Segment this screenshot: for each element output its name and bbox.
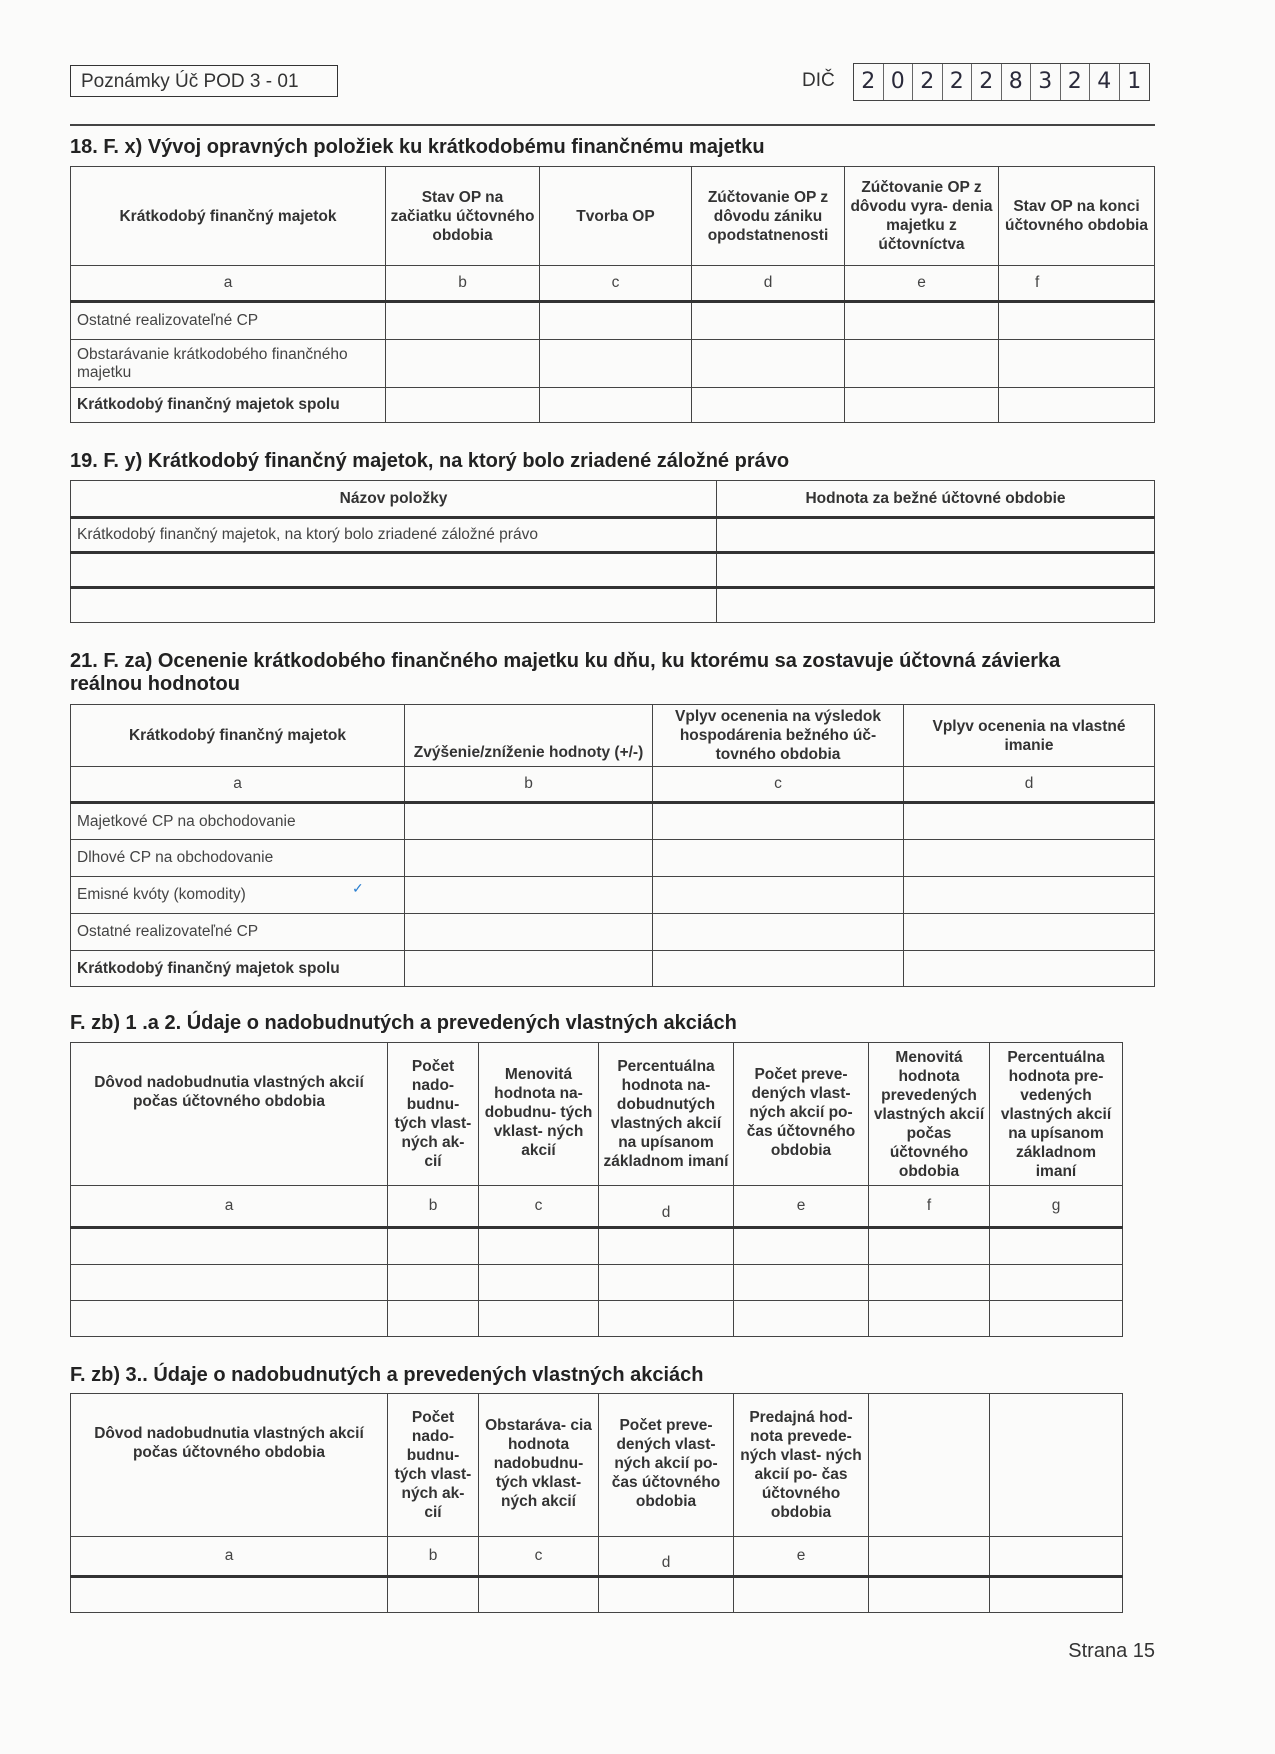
col-header: Zúčtovanie OP z dôvodu zániku opodstatnenosti: [692, 167, 845, 266]
input-cell[interactable]: [653, 840, 904, 877]
col-header: Percentuálna hodnota pre- vedených vlastných akcií na upísanom základnom imaní: [990, 1043, 1123, 1186]
input-cell[interactable]: [734, 1577, 869, 1613]
input-cell[interactable]: [71, 1228, 388, 1265]
col-header: Dôvod nadobudnutia vlastných akcií počas účtovného obdobia: [71, 1043, 388, 1186]
section-19-title: 19. F. y) Krátkodobý finančný majetok, na ktorý bolo zriadené záložné právo: [70, 450, 790, 472]
input-cell[interactable]: [904, 840, 1155, 877]
col-header: Názov položky: [71, 481, 717, 518]
input-cell[interactable]: [388, 1577, 479, 1613]
input-cell[interactable]: [599, 1265, 734, 1301]
row-label: Majetkové CP na obchodovanie: [71, 803, 405, 840]
input-cell[interactable]: [717, 553, 1155, 588]
input-cell[interactable]: [386, 388, 540, 423]
input-cell[interactable]: [71, 553, 717, 588]
input-cell[interactable]: [479, 1265, 599, 1301]
col-header: Krátkodobý finančný majetok: [71, 705, 405, 767]
col-key: c: [479, 1537, 599, 1577]
input-cell[interactable]: [990, 1228, 1123, 1265]
input-cell[interactable]: [904, 914, 1155, 951]
input-cell[interactable]: [479, 1301, 599, 1337]
input-cell[interactable]: [71, 588, 717, 623]
col-key: e: [845, 266, 999, 302]
col-header: Počet nado- budnu- tých vlast- ných ak- cií: [388, 1394, 479, 1537]
input-cell[interactable]: [692, 302, 845, 340]
input-cell[interactable]: [999, 388, 1155, 423]
input-cell[interactable]: [904, 803, 1155, 840]
col-key: a: [71, 1537, 388, 1577]
col-header: Počet nado- budnu- tých vlast- ných ak- cií: [388, 1043, 479, 1186]
col-header: Obstaráva- cia hodnota nadobudnu- tých vklast- ných akcií: [479, 1394, 599, 1537]
section-zb3-title: F. zb) 3.. Údaje o nadobudnutých a prevedených vlastných akciách: [70, 1364, 704, 1386]
input-cell[interactable]: [904, 877, 1155, 914]
input-cell[interactable]: [599, 1228, 734, 1265]
input-cell[interactable]: [653, 877, 904, 914]
col-key: a: [71, 1186, 388, 1228]
input-cell[interactable]: [71, 1265, 388, 1301]
input-cell[interactable]: [479, 1577, 599, 1613]
col-key: d: [599, 1537, 734, 1577]
col-header: Stav OP na konci účtovného obdobia: [999, 167, 1155, 266]
input-cell[interactable]: [405, 803, 653, 840]
dic-digit[interactable]: 2: [972, 64, 1002, 100]
col-header: Hodnota za bežné účtovné obdobie: [717, 481, 1155, 518]
col-key: b: [388, 1186, 479, 1228]
col-key: d: [904, 767, 1155, 803]
input-cell[interactable]: [845, 302, 999, 340]
col-key: b: [388, 1537, 479, 1577]
table-section-zb3: [70, 1393, 1123, 1613]
row-label-total: Krátkodobý finančný majetok spolu: [71, 951, 405, 987]
col-key: d: [599, 1186, 734, 1228]
input-cell[interactable]: [386, 340, 540, 388]
input-cell[interactable]: [990, 1301, 1123, 1337]
input-cell[interactable]: [405, 914, 653, 951]
input-cell[interactable]: [405, 840, 653, 877]
input-cell[interactable]: [904, 951, 1155, 987]
col-header: Dôvod nadobudnutia vlastných akcií počas účtovného obdobia: [71, 1394, 388, 1537]
input-cell[interactable]: [405, 877, 653, 914]
table-section-zb12: [70, 1042, 1123, 1337]
col-key: b: [405, 767, 653, 803]
dic-label: DIČ: [802, 70, 835, 91]
input-cell[interactable]: [692, 388, 845, 423]
dic-digit[interactable]: 3: [1031, 64, 1061, 100]
col-key: [869, 1537, 990, 1577]
table-section-19: [70, 480, 1155, 623]
dic-digit[interactable]: 8: [1002, 64, 1032, 100]
input-cell[interactable]: [388, 1301, 479, 1337]
col-key: c: [653, 767, 904, 803]
input-cell[interactable]: [869, 1265, 990, 1301]
input-cell[interactable]: [734, 1228, 869, 1265]
input-cell[interactable]: [479, 1228, 599, 1265]
col-header: Menovitá hodnota na- dobudnu- tých vklast- ných akcií: [479, 1043, 599, 1186]
input-cell[interactable]: [540, 302, 692, 340]
input-cell[interactable]: [717, 518, 1155, 553]
row-label: Obstarávanie krátkodobého finančného majetku: [71, 340, 386, 388]
row-label-total: Krátkodobý finančný majetok spolu: [71, 388, 386, 423]
col-header: Počet preve- dených vlast- ných akcií po- čas účtovného obdobia: [734, 1043, 869, 1186]
header-divider: [70, 124, 1155, 126]
input-cell[interactable]: [990, 1577, 1123, 1613]
table-section-18: [70, 166, 1155, 423]
col-header: Počet preve- dených vlast- ných akcií po- čas účtovného obdobia: [599, 1394, 734, 1537]
input-cell[interactable]: [845, 340, 999, 388]
handwritten-check-mark: ✓: [352, 880, 364, 896]
dic-digit[interactable]: 4: [1090, 64, 1120, 100]
dic-digit[interactable]: 2: [854, 64, 884, 100]
col-key: c: [540, 266, 692, 302]
col-key: f: [999, 266, 1155, 302]
col-header: Menovitá hodnota prevedených vlastných akcií počas účtovného obdobia: [869, 1043, 990, 1186]
input-cell[interactable]: [869, 1228, 990, 1265]
row-label: Ostatné realizovateľné CP: [71, 302, 386, 340]
table-section-21: [70, 704, 1155, 987]
col-key: b: [386, 266, 540, 302]
form-id-box: Poznámky Úč POD 3 - 01: [70, 65, 338, 97]
col-header: Vplyv ocenenia na vlastné imanie: [904, 705, 1155, 767]
input-cell[interactable]: [71, 1577, 388, 1613]
dic-digit[interactable]: 2: [913, 64, 943, 100]
col-key: e: [734, 1186, 869, 1228]
dic-field[interactable]: [853, 63, 1150, 101]
input-cell[interactable]: [999, 340, 1155, 388]
row-label: Dlhové CP na obchodovanie: [71, 840, 405, 877]
page-number: Strana 15: [1068, 1640, 1155, 1662]
col-header: Krátkodobý finančný majetok: [71, 167, 386, 266]
col-key: a: [71, 266, 386, 302]
input-cell[interactable]: [599, 1577, 734, 1613]
col-header: Zvýšenie/zníženie hodnoty (+/-): [405, 705, 653, 767]
dic-digit[interactable]: 2: [1061, 64, 1091, 100]
col-header: [990, 1394, 1123, 1537]
section-21-title-line1: 21. F. za) Ocenenie krátkodobého finančného majetku ku dňu, ku ktorému sa zostavuje účtovná závierka: [70, 650, 1061, 672]
col-header: Tvorba OP: [540, 167, 692, 266]
section-21-title-line2: reálnou hodnotou: [70, 673, 240, 695]
input-cell[interactable]: [653, 914, 904, 951]
input-cell[interactable]: [405, 951, 653, 987]
col-key: f: [869, 1186, 990, 1228]
col-key: g: [990, 1186, 1123, 1228]
section-18-title: 18. F. x) Vývoj opravných položiek ku krátkodobému finančnému majetku: [70, 136, 765, 158]
dic-digit[interactable]: 2: [943, 64, 973, 100]
input-cell[interactable]: [388, 1228, 479, 1265]
input-cell[interactable]: [717, 588, 1155, 623]
row-label: Krátkodobý finančný majetok, na ktorý bolo zriadené záložné právo: [71, 518, 717, 553]
input-cell[interactable]: [869, 1301, 990, 1337]
input-cell[interactable]: [734, 1265, 869, 1301]
col-header: Percentuálna hodnota na- dobudnutých vlastných akcií na upísanom základnom imaní: [599, 1043, 734, 1186]
col-key: d: [692, 266, 845, 302]
input-cell[interactable]: [540, 340, 692, 388]
input-cell[interactable]: [386, 302, 540, 340]
col-header: [869, 1394, 990, 1537]
input-cell[interactable]: [869, 1577, 990, 1613]
input-cell[interactable]: [999, 302, 1155, 340]
col-key: [990, 1537, 1123, 1577]
input-cell[interactable]: [734, 1301, 869, 1337]
input-cell[interactable]: [71, 1301, 388, 1337]
row-label: Emisné kvóty (komodity): [71, 877, 405, 914]
input-cell[interactable]: [599, 1301, 734, 1337]
input-cell[interactable]: [388, 1265, 479, 1301]
input-cell[interactable]: [653, 803, 904, 840]
col-key: c: [479, 1186, 599, 1228]
dic-digit[interactable]: 0: [884, 64, 914, 100]
input-cell[interactable]: [845, 388, 999, 423]
input-cell[interactable]: [540, 388, 692, 423]
col-key: a: [71, 767, 405, 803]
col-key: e: [734, 1537, 869, 1577]
row-label: Ostatné realizovateľné CP: [71, 914, 405, 951]
dic-digit[interactable]: 1: [1127, 69, 1142, 94]
col-header: Predajná hod- nota prevede- ných vlast- ných akcií po- čas účtovného obdobia: [734, 1394, 869, 1537]
section-zb12-title: F. zb) 1 .a 2. Údaje o nadobudnutých a prevedených vlastných akciách: [70, 1012, 737, 1034]
col-header: Stav OP na začiatku účtovného obdobia: [386, 167, 540, 266]
input-cell[interactable]: [990, 1265, 1123, 1301]
input-cell[interactable]: [653, 951, 904, 987]
input-cell[interactable]: [692, 340, 845, 388]
col-header: Zúčtovanie OP z dôvodu vyra- denia majetku z účtovníctva: [845, 167, 999, 266]
col-header: Vplyv ocenenia na výsledok hospodárenia bežného úč- tovného obdobia: [653, 705, 904, 767]
